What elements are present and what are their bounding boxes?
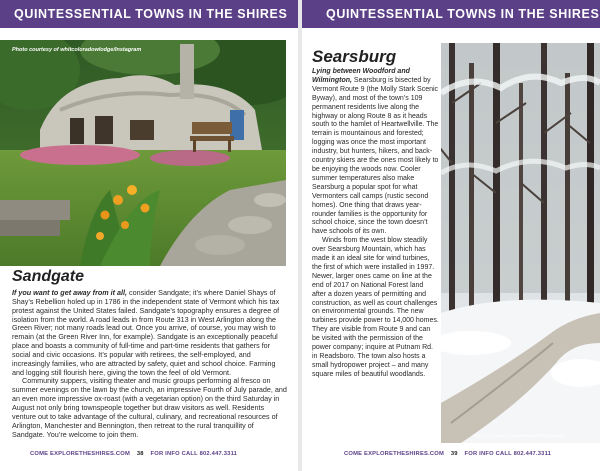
searsburg-body [312, 68, 439, 380]
searsburg-lead: Lying between Woodford and Wilmington, [312, 68, 410, 84]
left-footer-site: COME EXPLORETHESHIRES.COM [30, 451, 131, 457]
sandgate-photo-credit: Photo courtesy of whitcoloradowlodge/Instagram [12, 47, 142, 53]
left-page [0, 0, 298, 471]
right-page [302, 0, 600, 471]
sandgate-p1-text: consider Sandgate; it’s where Daniel Shays of Shay’s Rebellion holed up in 1786 in the independent state of Vermont which his tax protest against the United States failed. Sandgate’s topography ensures a degree of isolation from the world. A road leads in from Route 313 in West Arlington along the Green River; not many roads lead out. Once you arrive, of course, you may wish to remain (at the Green River Inn, for example). Sandgate is an exceptionally peaceful place and boasts a community of full-time and part-time residents that gathers for social and civic occasions. It’s popular with retirees, the self-employed, and increasingly families, who are attracted by safety, quiet and school choice. Farming and logging still flourish here, giving the town the feel of old Vermont. [12, 288, 280, 377]
left-page-number: 38 [136, 451, 144, 457]
right-header-title: QUINTESSENTIAL TOWNS IN THE SHIRES [326, 7, 600, 21]
right-header-band [302, 0, 600, 28]
searsburg-photo-credit: Photo by Lorraine Houseman Photography [473, 434, 564, 439]
right-footer-site: COME EXPLORETHESHIRES.COM [344, 451, 445, 457]
sandgate-paragraph-2: Community suppers, visiting theater and music groups performing al fresco on summer evenings on the lawn by the church, an impressive Fourth of July parade, and an even more impressive ox-roast (with a vegetarian option) on the third Saturday in August not only bring townspeople together but draw visitors as well. Residents venture out to take advantage of the cultural, culinary, and recreational resources of Arlington, Manchester and Bennington, then retreat to the rural tranquillity of Sandgate. You’re welcome to join them. [12, 376, 287, 439]
right-page-number: 39 [450, 451, 458, 457]
sandgate-hobbit-house-image [0, 40, 286, 266]
left-header-band [0, 0, 298, 28]
sandgate-title: Sandgate [12, 268, 85, 285]
searsburg-photo [441, 43, 600, 443]
searsburg-paragraph-1 [312, 68, 439, 237]
right-footer [344, 451, 551, 457]
searsburg-title: Searsburg [312, 47, 397, 66]
left-footer-info: FOR INFO CALL 802.447.3311 [150, 451, 238, 457]
sandgate-photo [0, 40, 286, 266]
sandgate-lead: If you want to get away from it all, [12, 288, 128, 297]
right-footer-info: FOR INFO CALL 802.447.3311 [464, 451, 552, 457]
sandgate-paragraph-1 [12, 289, 288, 377]
searsburg-paragraph-2: Winds from the west blow steadily over Searsburg Mountain, which has made it an ideal site for wind turbines, the first of which were installed in 1997. Newer, larger ones came on line at the end of 2017 on National Forest land after a dozen years of permitting and construction, as well as court challenges on environmental grounds. The new turbines provide power to 14,000 homes. They are visible from Route 9 and can be visited with the permission of the power company; inquire at Putnam Rd. in Readsboro. The town also hosts a small hydropower project – and many square miles of beautiful woodlands. [312, 237, 439, 378]
left-footer [30, 451, 237, 457]
searsburg-p1-text: Searsburg is bisected by Vermont Route 9 (the Molly Stark Scenic Byway), and most of the town’s 109 permanent residents live along the highway or along Route 8 as it heads south to the hamlet of Heartwellville. The terrain is mountainous and forested; logging was once the most important industry, but hunters, hikers, and back-country skiers are the ones most likely to be enjoying the woods now. Cooler summer temperatures also make Searsburg a popular spot for what Vermonters call camps (rustic second homes). One thing that draws year-rounder families is the opportunity for school choice, since the town doesn’t have schools of its own. [312, 76, 439, 236]
left-header-title: QUINTESSENTIAL TOWNS IN THE SHIRES [14, 7, 288, 21]
searsburg-snow-road-image [441, 43, 600, 443]
sandgate-body [12, 289, 288, 439]
